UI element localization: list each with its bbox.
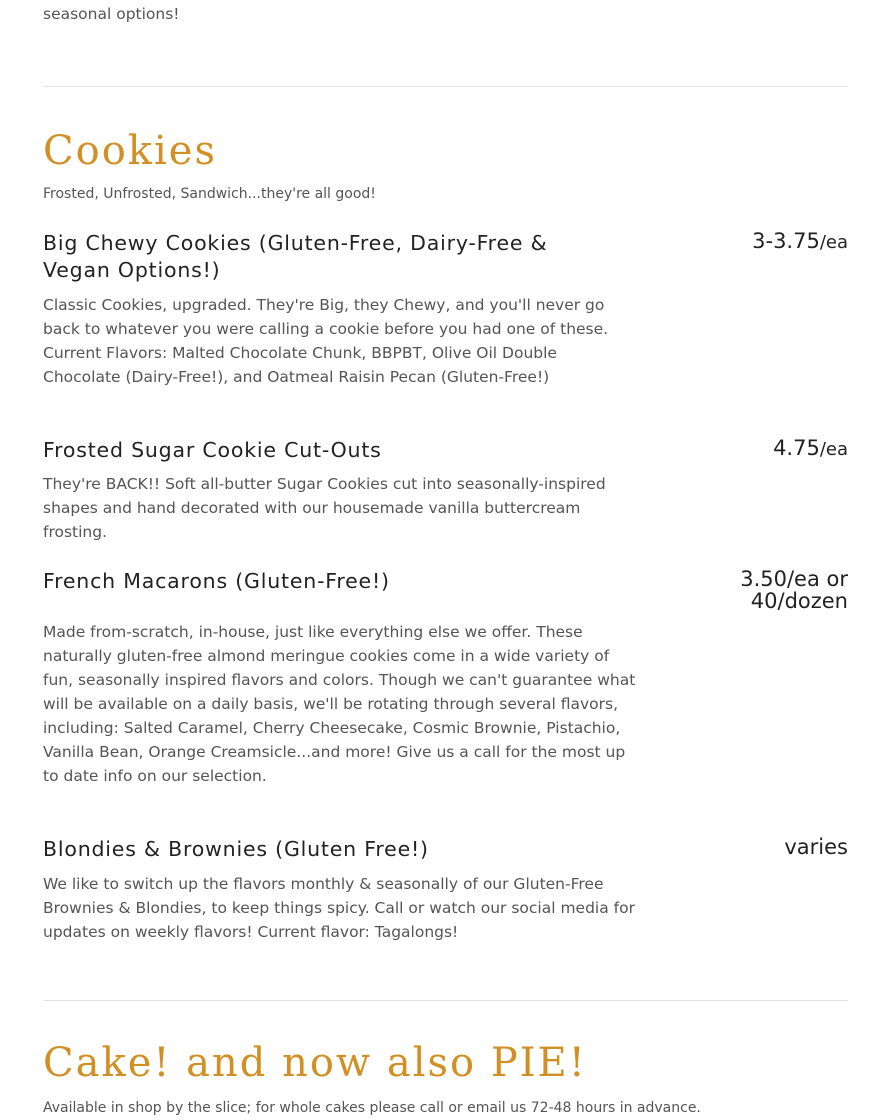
section-subtitle-cookies: Frosted, Unfrosted, Sandwich...they're all good!	[43, 186, 376, 202]
item-price-value: 3-3.75	[752, 229, 820, 253]
item-description: Made from-scratch, in-house, just like everything else we offer. These naturally gluten-free almond meringue cookies come in a wide variety of fun, seasonally inspired flavors and colors. Though we can't guarantee what will be available on a daily basis, we'll be rotating through several flavors, including: Salted Caramel, Cherry Cheesecake, Cosmic Brownie, Pistachio, Vanilla Bean, Orange Creamsicle...and more! Give us a call for the most up to date info on our selection.	[43, 623, 636, 785]
section-divider	[43, 86, 848, 87]
item-name: French Macarons (Gluten-Free!)	[43, 569, 390, 593]
item-name: Blondies & Brownies (Gluten Free!)	[43, 837, 429, 861]
item-price-line-1: 3.50/ea or	[740, 567, 848, 591]
item-price	[784, 836, 848, 858]
item-price-unit: /ea	[819, 232, 848, 253]
item-price-value: varies	[784, 835, 848, 859]
item-price-line-2: 40/dozen	[750, 589, 848, 613]
item-price	[752, 230, 848, 254]
item-description: We like to switch up the flavors monthly & seasonally of our Gluten-Free Brownies & Blondies, to keep things spicy. Call or watch our social media for updates on weekly flavors! Current flavor: Tagalongs!	[43, 875, 635, 941]
item-price-unit: /ea	[819, 439, 848, 460]
previous-section-description-tail: seasonal options!	[43, 4, 180, 23]
section-title-cake-and-pie: Cake! and now also PIE!	[43, 1040, 587, 1086]
item-description: They're BACK!! Soft all-butter Sugar Cookies cut into seasonally-inspired shapes and hand decorated with our housemade vanilla buttercream frosting.	[43, 475, 606, 541]
item-description: Classic Cookies, upgraded. They're Big, they Chewy, and you'll never go back to whatever you were calling a cookie before you had one of these. Current Flavors: Malted Chocolate Chunk, BBPBT, Olive Oil Double Chocolate (Dairy-Free!), and Oatmeal Raisin Pecan (Gluten-Free!)	[43, 296, 609, 386]
item-price	[773, 437, 848, 461]
item-price	[740, 568, 848, 612]
item-price-value: 4.75	[773, 436, 820, 460]
section-title-cookies: Cookies	[43, 128, 217, 174]
section-subtitle-cake-and-pie: Available in shop by the slice; for whole cakes please call or email us 72-48 hours in advance.	[43, 1100, 701, 1116]
item-name: Big Chewy Cookies (Gluten-Free, Dairy-Free & Vegan Options!)	[43, 231, 548, 282]
section-divider	[43, 1000, 848, 1001]
item-name: Frosted Sugar Cookie Cut-Outs	[43, 438, 382, 462]
